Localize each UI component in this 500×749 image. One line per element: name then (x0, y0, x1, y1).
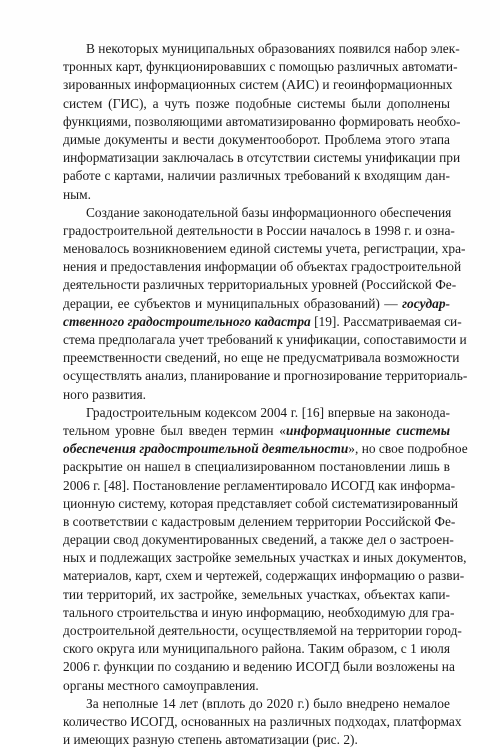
text-line: количество ИСОГД, основанных на различных подходах, платформах (63, 713, 462, 729)
text-line: меновалось возникновением единой системы учета, регистрации, хра- (63, 241, 466, 257)
term-emphasis: информационные системы (285, 422, 450, 438)
paragraph (63, 40, 461, 204)
text-line: функциями, позволяющими автоматизированно формировать необхо- (63, 113, 461, 129)
text-line: За неполные 14 лет (вплоть до 2020 г.) было внедрено немалое (86, 695, 450, 711)
text-line (63, 422, 450, 440)
text-line (63, 313, 462, 331)
text-run: [19]. Рассматриваемая си- (310, 313, 462, 329)
text-line: 2006 г. функции по созданию и ведению ИСОГД были возложены на (63, 659, 455, 675)
text-line: тии территорий, их застройке, земельных участках, объектах капи- (63, 586, 450, 602)
text-line: Градостроительным кодексом 2004 г. [16] впервые на законода- (86, 404, 450, 420)
text-line: работе с картами, наличии различных требований к входящим дан- (63, 168, 450, 184)
text-line: ского округа или муниципального района. Таким образом, с 1 июля (63, 641, 450, 657)
text-line: ных и подлежащих застройке земельных участках и иных документов, (63, 550, 467, 566)
text-line: органы местного самоуправления. (63, 677, 259, 693)
text-line: тронных карт, функционировавших с помощью различных автомати- (63, 59, 458, 75)
text-line: тального строительства и иную информацию, необходимую для гра- (63, 604, 455, 620)
text-line: В некоторых муниципальных образованиях появился набор элек- (86, 41, 460, 56)
text-line: достроительной деятельности, осуществляемой на территории город- (63, 623, 462, 638)
text-line: осуществлять анализ, планирование и прогнозирование территориаль- (63, 368, 468, 384)
text-line: преемственности сведений, но еще не предусматривала возможности (63, 350, 460, 366)
text-line: стема предполагала учет требований к унификации, сопоставимости и (63, 332, 467, 347)
text-run: дерации, ее субъектов и муниципальных образований) — (63, 295, 403, 311)
text-line (63, 295, 450, 313)
text-line: и имеющих разную степень автоматизации (рис. 2). (63, 732, 358, 748)
text-line: димые документы и вести документооборот. Проблема этого этапа (63, 131, 450, 147)
text-line: Создание законодательной базы информационного обеспечения (86, 204, 452, 220)
text-line: зированных информационных систем (АИС) и геоинформационных (63, 77, 453, 93)
text-line: систем (ГИС), а чуть позже подобные системы были дополнены (63, 95, 450, 111)
text-line: материалов, карт, схем и чертежей, содержащих информацию о разви- (63, 568, 465, 584)
term-emphasis: обеспечения градостроительной деятельности (63, 441, 349, 457)
paragraph (63, 404, 468, 695)
text-line: ного развития. (63, 386, 147, 402)
text-line: нения и предоставления информации об объектах градостроительной (63, 259, 462, 275)
text-line: 2006 г. [48]. Постановление регламентировало ИСОГД как информа- (63, 477, 456, 493)
text-line: ционную систему, которая представляет собой систематизированный (63, 495, 459, 511)
text-line: информатизации заключалась в отсутствии системы унификации при (63, 150, 461, 166)
paragraph (63, 204, 468, 404)
text-line: деятельности различных территориальных уровней (Российской Фе- (63, 277, 457, 293)
term-emphasis: государ- (402, 295, 450, 311)
text-line: ным. (63, 186, 91, 202)
text-line: градостроительной деятельности в России началось в 1998 г. и озна- (63, 222, 455, 238)
text-run: », но свое подробное (348, 441, 468, 457)
term-emphasis: ственного градостроительного кадастра (63, 313, 311, 329)
text-line: раскрытие он нашел в специализированном постановлении лишь в (63, 459, 450, 475)
text-line: дерации свод документированных сведений, а также дел о застроен- (63, 532, 454, 548)
text-run: тельном уровне был введен термин « (63, 422, 286, 438)
text-line (63, 440, 468, 458)
text-line: в соответствии с кадастровым делением территории Российской Фе- (63, 513, 456, 529)
paragraph (63, 695, 462, 749)
document-body (63, 40, 468, 749)
